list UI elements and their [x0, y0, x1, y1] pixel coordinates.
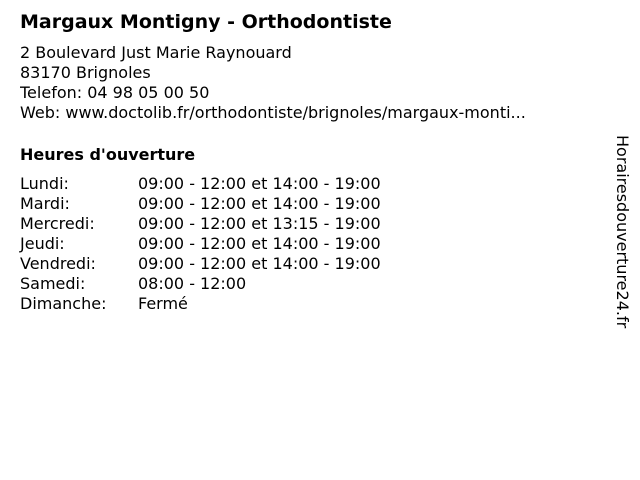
day-label: Samedi:	[20, 274, 86, 293]
hours-row-vendredi	[20, 254, 381, 274]
address-street: 2 Boulevard Just Marie Raynouard	[20, 43, 292, 62]
website-link[interactable]: Web: www.doctolib.fr/orthodontiste/brignoles/margaux-monti...	[20, 103, 526, 122]
day-label: Dimanche:	[20, 294, 107, 313]
time-range: 09:00 - 12:00 et 14:00 - 19:00	[138, 234, 381, 253]
time-range: Fermé	[138, 294, 188, 313]
day-label: Vendredi:	[20, 254, 96, 273]
time-range: 09:00 - 12:00 et 14:00 - 19:00	[138, 174, 381, 193]
hours-row-jeudi	[20, 234, 381, 254]
day-label: Lundi:	[20, 174, 69, 193]
day-label: Jeudi:	[20, 234, 65, 253]
hours-row-samedi	[20, 274, 381, 294]
hours-heading: Heures d'ouverture	[20, 145, 196, 164]
hours-row-lundi	[20, 174, 381, 194]
business-info	[20, 43, 595, 123]
business-name: Margaux Montigny - Orthodontiste	[20, 11, 392, 33]
time-range: 09:00 - 12:00 et 14:00 - 19:00	[138, 194, 381, 213]
day-label: Mercredi:	[20, 214, 95, 233]
time-range: 09:00 - 12:00 et 13:15 - 19:00	[138, 214, 381, 233]
day-label: Mardi:	[20, 194, 70, 213]
phone-number[interactable]: Telefon: 04 98 05 00 50	[20, 83, 210, 102]
hours-table	[20, 174, 381, 314]
hours-row-mercredi	[20, 214, 381, 234]
hours-row-dimanche	[20, 294, 381, 314]
hours-row-mardi	[20, 194, 381, 214]
address-city: 83170 Brignoles	[20, 63, 151, 82]
time-range: 08:00 - 12:00	[138, 274, 247, 293]
time-range: 09:00 - 12:00 et 14:00 - 19:00	[138, 254, 381, 273]
site-watermark: Horairesdouverture24.fr	[613, 135, 632, 329]
